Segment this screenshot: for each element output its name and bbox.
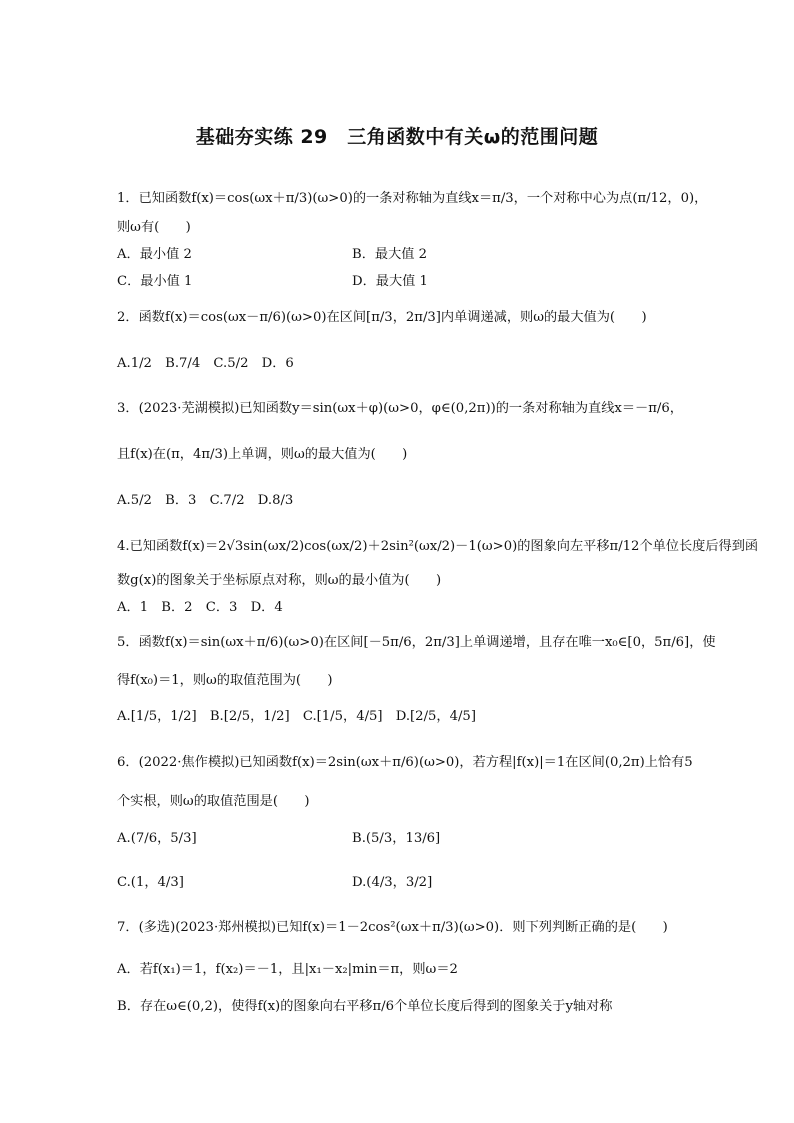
question-5-line-2: 得f(x₀)＝1，则ω的取值范围为( ) bbox=[117, 673, 333, 688]
question-7-line-1: 7．(多选)(2023·郑州模拟)已知f(x)＝1－2cos²(ωx＋π/3)(ω>0)．则下列判断正确的是( ) bbox=[117, 920, 668, 935]
question-4-options: A．1 B．2 C．3 D．4 bbox=[117, 600, 283, 615]
question-6-option-b: B.(5/3，13/6] bbox=[352, 831, 441, 846]
question-6-option-c: C.(1，4/3] bbox=[117, 875, 184, 890]
question-4-line-2: 数g(x)的图象关于坐标原点对称，则ω的最小值为( ) bbox=[117, 573, 442, 588]
question-3-options: A.5/2 B．3 C.7/2 D.8/3 bbox=[117, 493, 294, 508]
page-title: 基础夯实练 29 三角函数中有关ω的范围问题 bbox=[195, 126, 599, 148]
question-6-option-a: A.(7/6，5/3] bbox=[117, 831, 197, 846]
question-1-line-2: 则ω有( ) bbox=[117, 220, 191, 235]
question-3-line-2: 且f(x)在(π，4π/3)上单调，则ω的最大值为( ) bbox=[117, 447, 408, 462]
question-5-line-1: 5．函数f(x)＝sin(ωx＋π/6)(ω>0)在区间[－5π/6，2π/3]上单调递增，且存在唯一x₀∈[0，5π/6]，使 bbox=[117, 635, 716, 650]
question-1-line-1: 1．已知函数f(x)＝cos(ωx＋π/3)(ω>0)的一条对称轴为直线x＝π/3，一个对称中心为点(π/12，0)， bbox=[117, 191, 708, 206]
question-7-option-a: A．若f(x₁)＝1，f(x₂)＝－1，且|x₁－x₂|min＝π，则ω＝2 bbox=[117, 962, 458, 977]
question-3-line-1: 3．(2023·芜湖模拟)已知函数y＝sin(ωx＋φ)(ω>0，φ∈(0,2π))的一条对称轴为直线x＝－π/6， bbox=[117, 401, 683, 416]
question-2-line-1: 2．函数f(x)＝cos(ωx－π/6)(ω>0)在区间[π/3，2π/3]内单调递减，则ω的最大值为( ) bbox=[117, 310, 647, 325]
question-6-line-2: 个实根，则ω的取值范围是( ) bbox=[117, 794, 310, 809]
question-4-line-1: 4.已知函数f(x)＝2√3sin(ωx/2)cos(ωx/2)＋2sin²(ωx/2)－1(ω>0)的图象向左平移π/12个单位长度后得到函 bbox=[117, 539, 759, 554]
question-1-option-b: B．最大值 2 bbox=[352, 247, 428, 262]
question-1-option-c: C．最小值 1 bbox=[117, 274, 193, 289]
question-5-options: A.[1/5，1/2] B.[2/5，1/2] C.[1/5，4/5] D.[2/5，4/5] bbox=[117, 709, 476, 724]
question-1-option-a: A．最小值 2 bbox=[117, 247, 192, 262]
question-2-options: A.1/2 B.7/4 C.5/2 D．6 bbox=[117, 356, 294, 371]
question-1-option-d: D．最大值 1 bbox=[352, 274, 428, 289]
question-7-option-b: B．存在ω∈(0,2)，使得f(x)的图象向右平移π/6个单位长度后得到的图象关于y轴对称 bbox=[117, 999, 613, 1014]
question-6-line-1: 6．(2022·焦作模拟)已知函数f(x)＝2sin(ωx＋π/6)(ω>0)，若方程|f(x)|＝1在区间(0,2π)上恰有5 bbox=[117, 755, 693, 770]
question-6-option-d: D.(4/3，3/2] bbox=[352, 875, 433, 890]
